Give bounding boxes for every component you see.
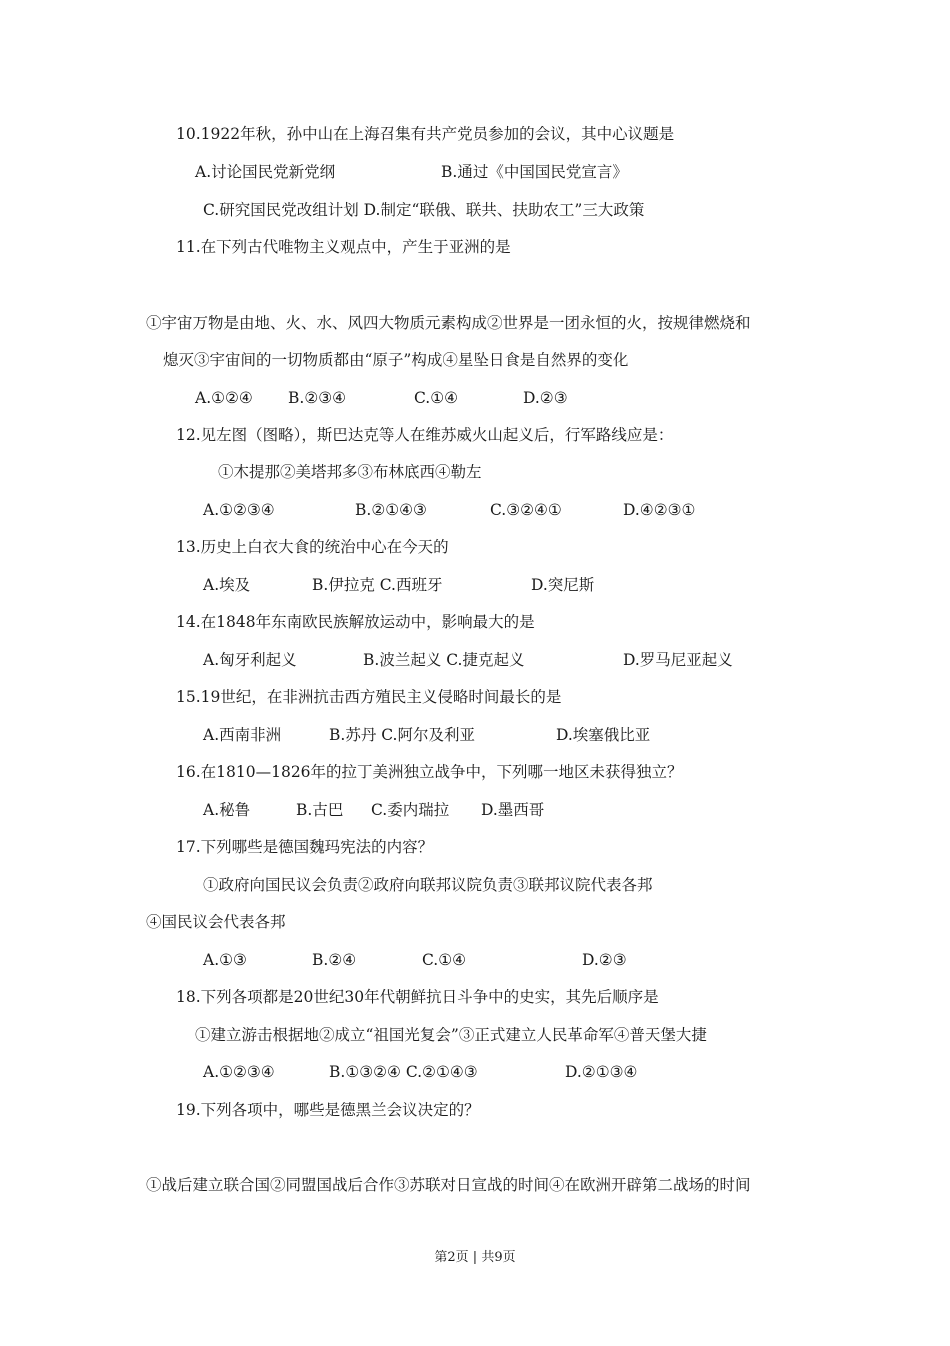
q17-option-b: B.②④ bbox=[312, 951, 357, 969]
q11-option-a: A.①②④ bbox=[195, 389, 253, 407]
q12-option-c: C.③②④① bbox=[490, 501, 562, 519]
question-11: 11.在下列古代唯物主义观点中，产生于亚洲的是 bbox=[176, 238, 511, 256]
q13-option-a: A.埃及 bbox=[203, 576, 251, 594]
q12-option-a: A.①②③④ bbox=[203, 501, 275, 519]
question-17: 17.下列哪些是德国魏玛宪法的内容？ bbox=[176, 838, 434, 856]
q17-option-a: A.①③ bbox=[203, 951, 247, 969]
q13-option-d: D.突尼斯 bbox=[531, 576, 595, 594]
q16-option-a: A.秘鲁 bbox=[203, 801, 251, 819]
q16-option-d: D.墨西哥 bbox=[481, 801, 545, 819]
q10-option-a: A.讨论国民党新党纲 bbox=[195, 163, 336, 181]
question-12: 12.见左图（图略），斯巴达克等人在维苏威火山起义后，行军路线应是： bbox=[176, 426, 674, 444]
q15-option-d: D.埃塞俄比亚 bbox=[556, 726, 651, 744]
q18-statements: ①建立游击根据地②成立“祖国光复会”③正式建立人民革命军④普天堡大捷 bbox=[195, 1026, 707, 1044]
question-16: 16.在1810—1826年的拉丁美洲独立战争中，下列哪一地区未获得独立？ bbox=[176, 763, 683, 781]
q11-option-c: C.①④ bbox=[414, 389, 459, 407]
q11-statements-1: ①宇宙万物是由地、火、水、风四大物质元素构成②世界是一团永恒的火，按规律燃烧和 bbox=[146, 314, 751, 332]
page-footer: 第2页 | 共9页 bbox=[434, 1250, 516, 1265]
q12-option-b: B.②①④③ bbox=[355, 501, 427, 519]
q11-option-b: B.②③④ bbox=[288, 389, 347, 407]
q15-option-a: A.西南非洲 bbox=[203, 726, 282, 744]
q18-option-d: D.②①③④ bbox=[565, 1063, 638, 1081]
q17-statements-2: ④国民议会代表各邦 bbox=[146, 913, 286, 931]
question-19: 19.下列各项中，哪些是德黑兰会议决定的？ bbox=[176, 1101, 480, 1119]
q18-options-b-c: B.①③②④ C.②①④③ bbox=[329, 1063, 478, 1081]
q17-option-d: D.②③ bbox=[582, 951, 627, 969]
q16-option-b: B.古巴 bbox=[296, 801, 344, 819]
q14-options-b-c: B.波兰起义 C.捷克起义 bbox=[363, 651, 525, 669]
question-10: 10.1922年秋，孙中山在上海召集有共产党员参加的会议，其中心议题是 bbox=[176, 125, 675, 143]
q11-statements-2: 熄灭③宇宙间的一切物质都由“原子”构成④星坠日食是自然界的变化 bbox=[163, 351, 629, 369]
question-15: 15.19世纪，在非洲抗击西方殖民主义侵略时间最长的是 bbox=[176, 688, 562, 706]
q11-option-d: D.②③ bbox=[523, 389, 568, 407]
q13-options-b-c: B.伊拉克 C.西班牙 bbox=[312, 576, 443, 594]
q18-option-a: A.①②③④ bbox=[203, 1063, 275, 1081]
q12-option-d: D.④②③① bbox=[623, 501, 696, 519]
q14-option-a: A.匈牙利起义 bbox=[203, 651, 297, 669]
q10-options-c-d: C.研究国民党改组计划 D.制定“联俄、联共、扶助农工”三大政策 bbox=[203, 201, 645, 219]
q10-option-b: B.通过《中国国民党宣言》 bbox=[441, 163, 628, 181]
question-14: 14.在1848年东南欧民族解放运动中，影响最大的是 bbox=[176, 613, 535, 631]
q14-option-d: D.罗马尼亚起义 bbox=[623, 651, 733, 669]
q12-statements: ①木提那②美塔邦多③布林底西④勒左 bbox=[218, 463, 482, 481]
q19-statements: ①战后建立联合国②同盟国战后合作③苏联对日宣战的时间④在欧洲开辟第二战场的时间 bbox=[146, 1176, 751, 1194]
q15-options-b-c: B.苏丹 C.阿尔及利亚 bbox=[329, 726, 475, 744]
q16-option-c: C.委内瑞拉 bbox=[371, 801, 450, 819]
q17-statements-1: ①政府向国民议会负责②政府向联邦议院负责③联邦议院代表各邦 bbox=[203, 876, 653, 894]
question-13: 13.历史上白衣大食的统治中心在今天的 bbox=[176, 538, 449, 556]
q17-option-c: C.①④ bbox=[422, 951, 467, 969]
question-18: 18.下列各项都是20世纪30年代朝鲜抗日斗争中的史实，其先后顺序是 bbox=[176, 988, 659, 1006]
